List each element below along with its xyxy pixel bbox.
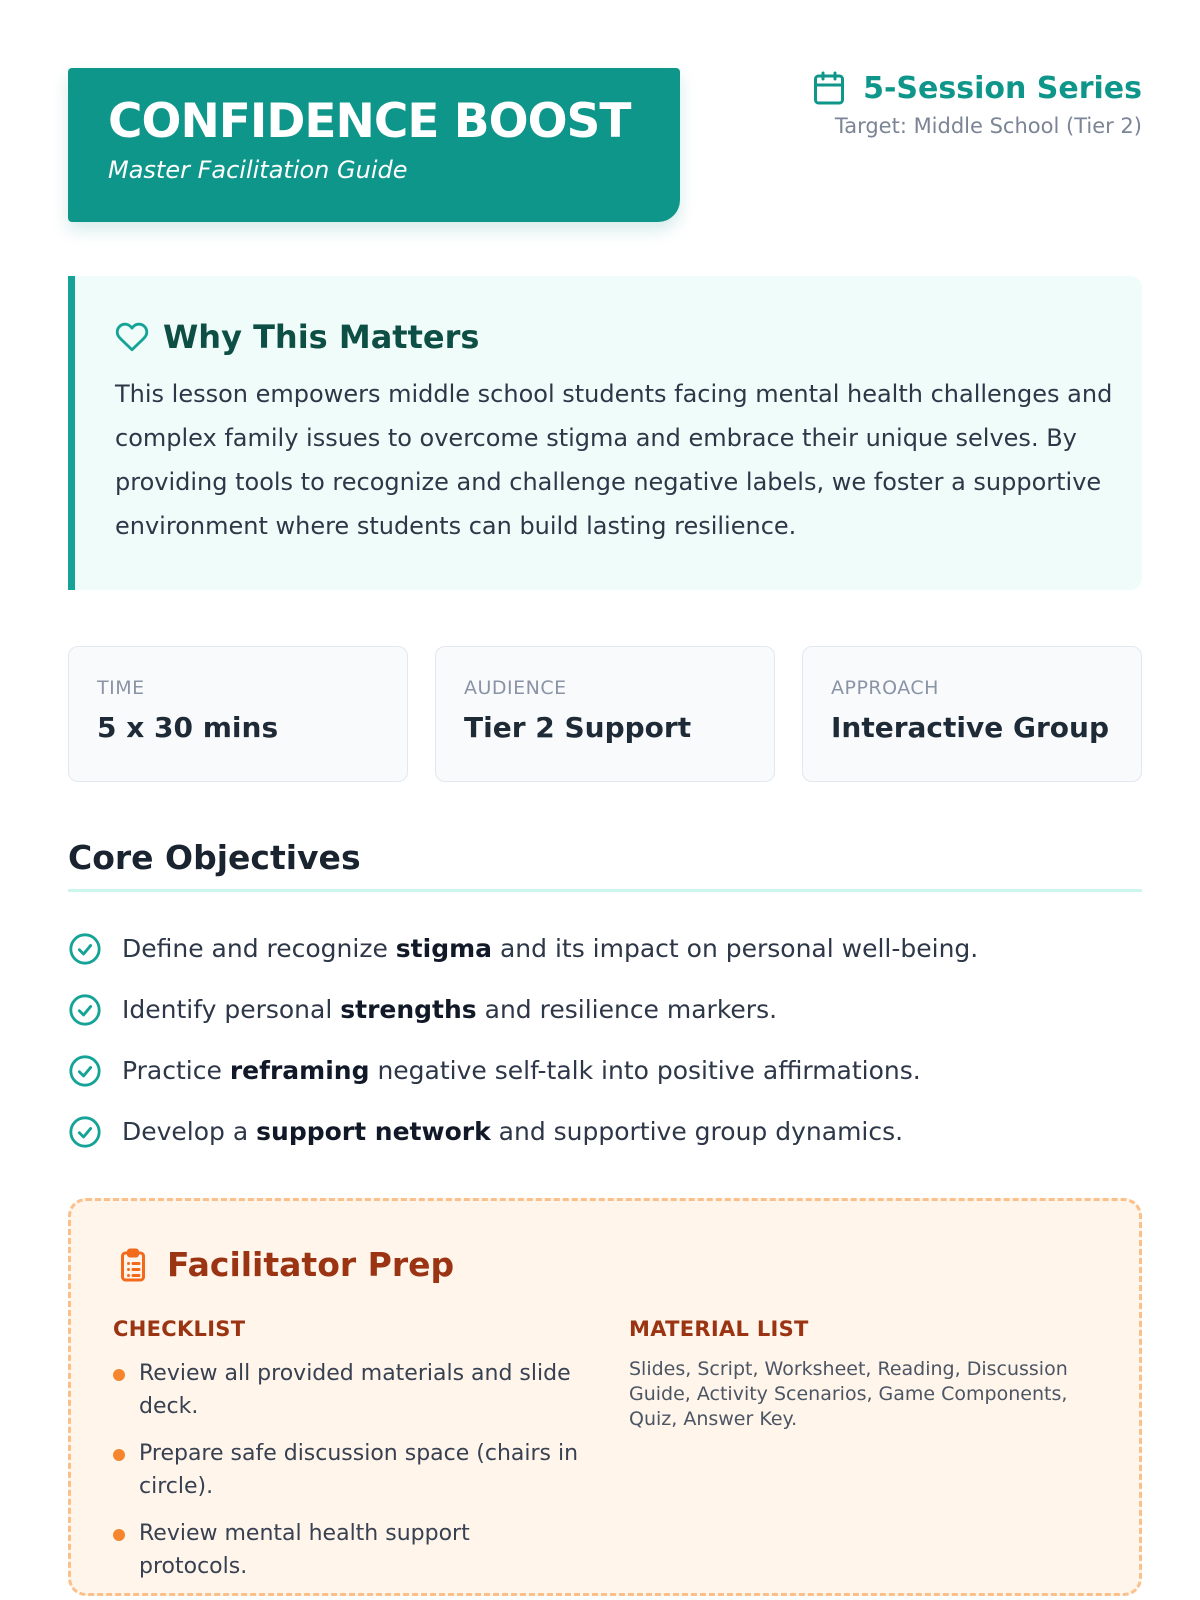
materials-column [629, 1317, 1099, 1432]
check-circle-icon [68, 993, 102, 1027]
bullet-dot [113, 1529, 125, 1541]
objective-text: Practice reframing negative self-talk into positive affirmations. [122, 1056, 921, 1085]
check-circle-icon [68, 1054, 102, 1088]
list-item [68, 1040, 1142, 1101]
why-title: Why This Matters [163, 318, 480, 356]
materials-text: Slides, Script, Worksheet, Reading, Discussion Guide, Activity Scenarios, Game Components, Quiz, Answer Key. [629, 1358, 1068, 1430]
objective-text: Define and recognize stigma and its impact on personal well-being. [122, 934, 979, 963]
card-value: Tier 2 Support [464, 711, 692, 744]
checklist [113, 1357, 583, 1583]
objective-text: Identify personal strengths and resilience markers. [122, 995, 778, 1024]
prep-title: Facilitator Prep [167, 1245, 455, 1284]
card-label: APPROACH [831, 677, 939, 699]
check-circle-icon [68, 932, 102, 966]
list-item [68, 979, 1142, 1040]
objectives-heading [68, 838, 1142, 892]
why-text: This lesson empowers middle school students facing mental health challenges and complex family issues to overcome stigma and embrace their unique selves. By providing tools to recognize and challenge negative labels, we foster a supportive environment where students can build lasting resilience. [115, 380, 1113, 540]
card-value: Interactive Group [831, 711, 1110, 744]
page-title: CONFIDENCE BOOST [108, 94, 631, 149]
checklist-label: CHECKLIST [113, 1317, 246, 1341]
check-circle-icon [68, 1115, 102, 1149]
materials-label: MATERIAL LIST [629, 1317, 809, 1341]
bullet-dot [113, 1449, 125, 1461]
checklist-column [113, 1317, 583, 1597]
card-audience [435, 646, 775, 782]
card-label: AUDIENCE [464, 677, 567, 699]
list-item [68, 918, 1142, 979]
calendar-icon [811, 70, 847, 106]
list-item: Prepare safe discussion space (chairs in circle). [113, 1437, 583, 1503]
bullet-dot [113, 1369, 125, 1381]
list-item: Review all provided materials and slide deck. [113, 1357, 583, 1423]
list-item [68, 1101, 1142, 1162]
target-audience: Target: Middle School (Tier 2) [834, 114, 1142, 138]
series-info [811, 70, 1142, 138]
page-subtitle: Master Facilitation Guide [108, 156, 408, 184]
card-label: TIME [97, 677, 145, 699]
objectives-title: Core Objectives [68, 838, 361, 877]
card-value: 5 x 30 mins [97, 711, 279, 744]
card-approach [802, 646, 1142, 782]
facilitator-prep-panel [68, 1198, 1142, 1596]
clipboard-icon [115, 1247, 151, 1283]
card-time [68, 646, 408, 782]
series-title: 5-Session Series [863, 70, 1142, 106]
list-item: Review mental health support protocols. [113, 1517, 583, 1583]
heart-icon [115, 320, 149, 354]
info-cards [68, 646, 1142, 782]
title-banner [68, 68, 680, 222]
objectives-list [68, 918, 1142, 1162]
objective-text: Develop a support network and supportive group dynamics. [122, 1117, 904, 1146]
why-this-matters-panel [68, 276, 1142, 590]
